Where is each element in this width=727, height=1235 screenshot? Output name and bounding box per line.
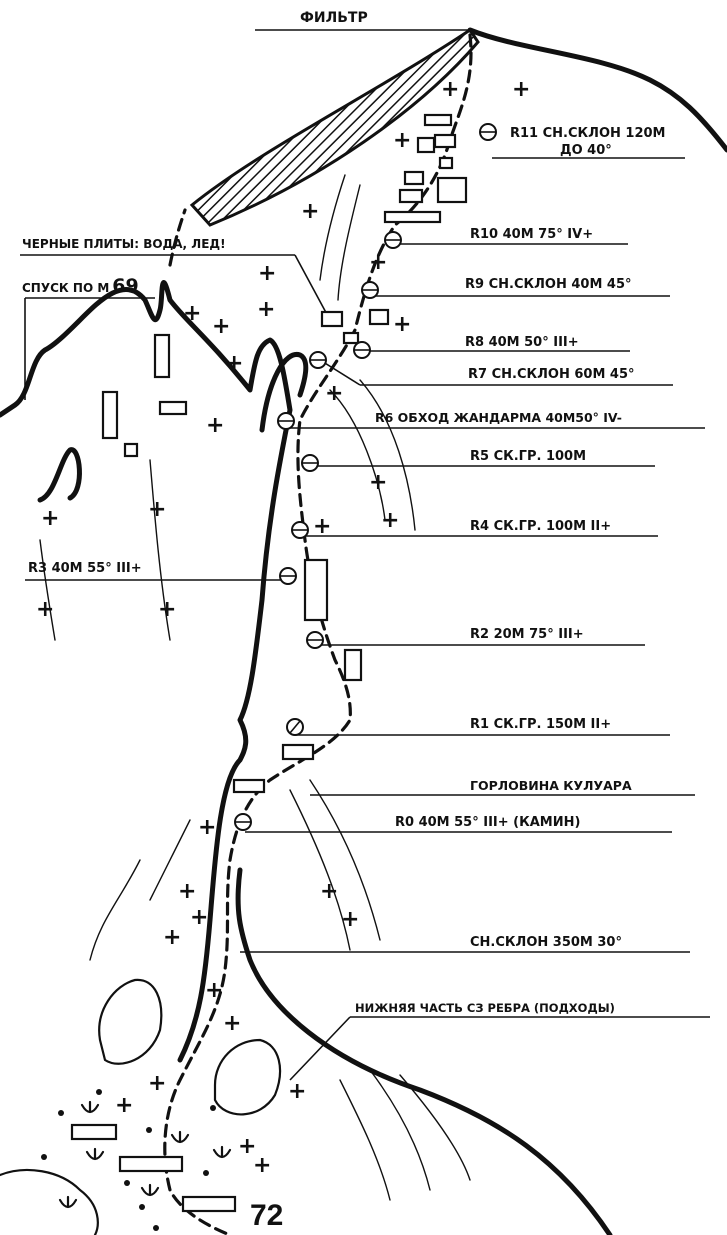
- label-lower-rib: НИЖНЯЯ ЧАСТЬ СЗ РЕБРА (ПОДХОДЫ): [355, 1001, 615, 1015]
- label-r0: R0 40М 55° III+ (КАМИН): [395, 815, 581, 830]
- base-fan-line-1: [340, 1080, 390, 1200]
- slab-box: [345, 650, 361, 680]
- slab-box: [283, 745, 313, 759]
- base-fan-line-3: [400, 1075, 470, 1180]
- belay-station-r2: [307, 632, 323, 648]
- svg-text:+: +: [206, 413, 225, 438]
- slab-box: [155, 335, 169, 377]
- slab-box: [72, 1125, 116, 1139]
- belay-station-r7: [310, 352, 326, 368]
- slab-box: [125, 444, 137, 456]
- svg-text:+: +: [441, 77, 460, 102]
- boulder-left: [99, 980, 161, 1064]
- slab-box: [425, 115, 451, 125]
- label-r7: R7 СН.СКЛОН 60М 45°: [468, 367, 635, 382]
- belay-station-r9: [362, 282, 378, 298]
- title-label: ФИЛЬТР: [300, 10, 368, 26]
- slab-box: [440, 158, 452, 168]
- svg-text:+: +: [148, 497, 167, 522]
- svg-text:+: +: [115, 1093, 134, 1118]
- svg-text:+: +: [381, 508, 400, 533]
- svg-text:+: +: [225, 351, 244, 376]
- slab-box: [385, 212, 440, 222]
- label-r8: R8 40М 50° III+: [465, 335, 579, 350]
- label-r2: R2 20М 75° III+: [470, 627, 584, 642]
- svg-text:+: +: [369, 250, 388, 275]
- slab-box: [418, 138, 434, 152]
- belay-station-r11: [480, 124, 496, 140]
- belay-station-r5: [302, 455, 318, 471]
- belay-station-r6: [278, 413, 294, 429]
- slab-box: [120, 1157, 182, 1171]
- belay-station-r1: [287, 719, 303, 735]
- svg-text:+: +: [223, 1011, 242, 1036]
- label-descent-text: СПУСК ПО М: [22, 281, 110, 295]
- label-r5: R5 СК.ГР. 100М: [470, 449, 587, 464]
- svg-text:+: +: [341, 907, 360, 932]
- boulder-right: [215, 1040, 280, 1114]
- svg-text:+: +: [288, 1079, 307, 1104]
- label-snow-slope: СН.СКЛОН 350М 30°: [470, 935, 622, 950]
- svg-text:+: +: [257, 297, 276, 322]
- svg-text:+: +: [205, 978, 224, 1003]
- svg-text:+: +: [393, 128, 412, 153]
- slab-box: [322, 312, 342, 326]
- svg-text:+: +: [198, 815, 217, 840]
- slab-box: [160, 402, 186, 414]
- svg-text:+: +: [190, 905, 209, 930]
- belay-station-r8: [354, 342, 370, 358]
- label-r1: R1 СК.ГР. 150М II+: [470, 717, 612, 732]
- label-black-slabs: ЧЕРНЫЕ ПЛИТЫ: ВОДА, ЛЕД!: [22, 237, 226, 251]
- svg-text:+: +: [158, 597, 177, 622]
- slope-line-9: [90, 860, 140, 960]
- grass-tufts: [60, 1102, 230, 1207]
- slab-box: [344, 333, 358, 343]
- label-descent: [22, 275, 139, 297]
- svg-text:+: +: [393, 312, 412, 337]
- svg-text:+: +: [163, 925, 182, 950]
- label-couloir: ГОРЛОВИНА КУЛУАРА: [470, 778, 632, 793]
- slab-box: [370, 310, 388, 324]
- belay-station-r3: [280, 568, 296, 584]
- slab-box: [400, 190, 422, 202]
- belay-station-r10: [385, 232, 401, 248]
- svg-text:+: +: [325, 381, 344, 406]
- belay-station-r0: [235, 814, 251, 830]
- leader-black-slabs-b: [295, 255, 330, 320]
- belay-station-r4: [292, 522, 308, 538]
- label-r10: R10 40М 75° IV+: [470, 227, 594, 242]
- slab-box: [438, 178, 466, 202]
- label-r9: R9 СН.СКЛОН 40М 45°: [465, 277, 632, 292]
- svg-text:+: +: [301, 199, 320, 224]
- hatched-ice-band: [192, 30, 478, 225]
- svg-text:+: +: [36, 597, 55, 622]
- slope-line-6: [40, 540, 55, 640]
- slope-line-1: [320, 175, 345, 280]
- svg-text:+: +: [178, 879, 197, 904]
- label-descent-num: 69: [112, 275, 139, 297]
- label-r11-sub: ДО 40°: [560, 143, 612, 158]
- svg-text:+: +: [369, 470, 388, 495]
- svg-text:+: +: [313, 514, 332, 539]
- label-r6: R6 ОБХОД ЖАНДАРМА 40М50° IV-: [375, 410, 622, 425]
- slab-box: [103, 392, 117, 438]
- left-couloir-edge: [40, 450, 79, 500]
- svg-text:+: +: [148, 1071, 167, 1096]
- slab-box: [405, 172, 423, 184]
- svg-text:+: +: [253, 1153, 272, 1178]
- slab-box: [183, 1197, 235, 1211]
- svg-text:+: +: [238, 1134, 257, 1159]
- bush-outline: [0, 1170, 98, 1235]
- svg-text:+: +: [183, 301, 202, 326]
- slab-box: [234, 780, 264, 792]
- svg-text:+: +: [41, 506, 60, 531]
- slab-box: [435, 135, 455, 147]
- svg-text:+: +: [258, 261, 277, 286]
- slab-box: [305, 560, 327, 620]
- label-r3: R3 40М 55° III+: [28, 561, 142, 576]
- label-r11: R11 СН.СКЛОН 120М: [510, 126, 666, 141]
- svg-text:+: +: [320, 879, 339, 904]
- slope-line-2: [338, 185, 360, 300]
- page-number: 72: [250, 1199, 284, 1232]
- svg-text:+: +: [512, 77, 531, 102]
- svg-text:+: +: [212, 314, 231, 339]
- label-r4: R4 СК.ГР. 100М II+: [470, 519, 612, 534]
- right-ridge-line: [238, 870, 610, 1235]
